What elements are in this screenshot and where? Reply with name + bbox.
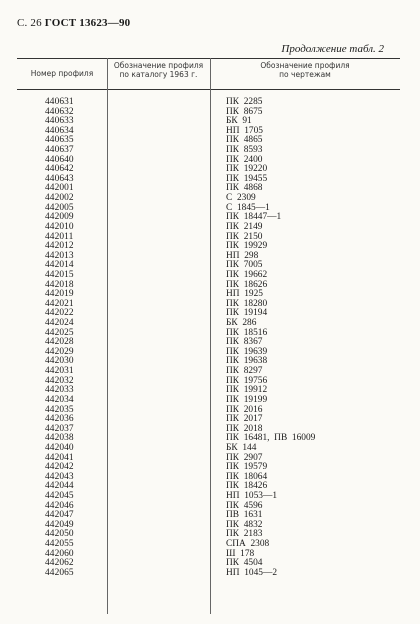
profile-number-cell: 442013 <box>45 250 74 261</box>
drawing-designation-cell: ПК 4504 <box>226 558 263 569</box>
profile-number-cell: 442049 <box>45 519 74 530</box>
column-header-drawing: Обозначение профиля по чертежам <box>260 61 350 79</box>
drawing-designation-cell: ПК 19638 <box>226 356 268 367</box>
profile-number-cell: 442002 <box>45 193 74 204</box>
drawing-designation-cell: ПК 19455 <box>226 173 268 184</box>
profile-number-cell: 442019 <box>45 289 74 300</box>
drawing-designation-cell: ПК 19756 <box>226 375 268 386</box>
table-top-rule <box>17 58 400 59</box>
drawing-designation-cell: ПК 4596 <box>226 500 263 511</box>
drawing-designation-cell: БК 91 <box>226 116 252 127</box>
drawing-designation-cell: Ш 178 <box>226 548 255 559</box>
profile-number-cell: 442037 <box>45 423 74 434</box>
drawing-designation-cell: С 2309 <box>226 193 256 204</box>
drawing-designation-cell: НП 1045—2 <box>226 567 278 578</box>
drawing-designation-cell: ПК 2285 <box>226 97 263 107</box>
drawing-designation-cell: БК 144 <box>226 442 257 453</box>
profile-number-cell: 442042 <box>45 462 74 473</box>
drawing-designation-cell: ПК 19639 <box>226 346 268 357</box>
profile-number-cell: 442024 <box>45 318 74 329</box>
standard-designation: ГОСТ 13623—90 <box>44 17 131 29</box>
profile-number-cell: 440643 <box>45 173 74 184</box>
profile-number-cell: 442021 <box>45 298 74 309</box>
profile-number-cell: 442036 <box>45 414 74 425</box>
profile-number-cell: 442045 <box>45 490 74 501</box>
profile-number-cell: 440637 <box>45 145 74 156</box>
drawing-designation-cell: ПК 19194 <box>226 308 268 319</box>
drawing-designation-cell: СПА 2308 <box>226 539 270 550</box>
drawing-designation-cell: ПК 19199 <box>226 394 268 405</box>
profile-number-cell: 440642 <box>45 164 74 175</box>
drawing-designation-cell: ПК 18280 <box>226 298 268 309</box>
drawing-designation-cell: ПК 19220 <box>226 164 268 175</box>
drawing-designation-cell: ПК 19929 <box>226 241 268 252</box>
drawing-designation-cell: ПК 2183 <box>226 529 263 540</box>
profile-number-cell: 442031 <box>45 366 74 377</box>
drawing-designation-cell: НП 1925 <box>226 289 263 300</box>
drawing-designation-cell: ПК 8593 <box>226 145 263 156</box>
drawing-designation-cell: ПВ 1631 <box>226 510 263 521</box>
drawing-designation-cell: ПК 4832 <box>226 519 263 530</box>
profile-number-cell: 440632 <box>45 106 74 117</box>
column-header-profile-number: Номер профиля <box>30 69 94 78</box>
profile-number-cell: 442043 <box>45 471 74 482</box>
profile-number-cell: 442010 <box>45 221 74 232</box>
drawing-designation-cell: ПК 18447—1 <box>226 212 282 223</box>
drawing-designation-cell: ПК 4868 <box>226 183 263 194</box>
profile-number-cell: 442034 <box>45 394 74 405</box>
profile-number-cell: 442040 <box>45 442 74 453</box>
drawing-designation-cell: С 1845—1 <box>226 202 270 213</box>
drawing-designation-cell: ПК 2149 <box>226 221 263 232</box>
profile-number-cell: 442009 <box>45 212 74 223</box>
drawing-designation-cell: ПК 2017 <box>226 414 263 425</box>
profile-number-cell: 440634 <box>45 125 74 136</box>
profile-number-cell: 442047 <box>45 510 74 521</box>
drawing-designation-cell: ПК 8367 <box>226 337 263 348</box>
profile-number-cell: 442046 <box>45 500 74 511</box>
drawing-designation-cell: ПК 18064 <box>226 471 268 482</box>
profile-number-cell: 442065 <box>45 567 74 578</box>
drawing-designation-cell: ПК 18426 <box>226 481 268 492</box>
profile-number-cell: 442055 <box>45 539 74 550</box>
profile-number-cell: 442015 <box>45 269 74 280</box>
drawing-designation-cell: ПК 18516 <box>226 327 268 338</box>
column-header-catalog: Обозначение профиля по каталогу 1963 г. <box>113 61 204 79</box>
drawing-designation-cell: ПК 19579 <box>226 462 268 473</box>
drawing-designation-cell: ПК 2150 <box>226 231 263 242</box>
drawing-designation-cell: ПК 4865 <box>226 135 263 146</box>
drawing-designation-cell: НП 298 <box>226 250 259 261</box>
profile-number-cell: 442014 <box>45 260 74 271</box>
drawing-designation-cell: ПК 19662 <box>226 269 268 280</box>
profile-number-cell: 442062 <box>45 558 74 569</box>
profile-number-cell: 442033 <box>45 385 74 396</box>
drawing-designation-cell: НП 1705 <box>226 125 263 136</box>
drawing-designation-cell: ПК 7005 <box>226 260 263 271</box>
profile-number-cell: 442029 <box>45 346 74 357</box>
profile-number-cell: 442060 <box>45 548 74 559</box>
drawing-designation-cell: ПК 8297 <box>226 366 263 377</box>
profile-number-cell: 440633 <box>45 116 74 127</box>
profile-number-cell: 440631 <box>45 97 74 107</box>
profile-number-cell: 442044 <box>45 481 74 492</box>
profile-number-cell: 442001 <box>45 183 74 194</box>
drawing-designation-cell: ПК 19912 <box>226 385 268 396</box>
profile-number-cell: 442022 <box>45 308 74 319</box>
drawing-designation-cell: ПК 2907 <box>226 452 263 463</box>
drawing-designation-cell: БК 286 <box>226 318 257 329</box>
table-continuation-label: Продолжение табл. 2 <box>281 43 384 55</box>
profile-number-cell: 442032 <box>45 375 74 386</box>
profile-number-cell: 442038 <box>45 433 74 444</box>
table-row <box>0 569 420 579</box>
drawing-designation-cell: ПК 2018 <box>226 423 263 434</box>
drawing-designation-cell: ПК 2400 <box>226 154 263 165</box>
page-header <box>17 17 130 29</box>
profile-number-cell: 442030 <box>45 356 74 367</box>
profile-number-cell: 442005 <box>45 202 74 213</box>
drawing-designation-cell: ПК 18626 <box>226 279 268 290</box>
profile-number-cell: 440640 <box>45 154 74 165</box>
profile-number-cell: 442050 <box>45 529 74 540</box>
profile-number-cell: 442012 <box>45 241 74 252</box>
drawing-designation-cell: НП 1053—1 <box>226 490 278 501</box>
profile-number-cell: 442025 <box>45 327 74 338</box>
profile-number-cell: 442011 <box>45 231 74 242</box>
drawing-designation-cell: ПК 8675 <box>226 106 263 117</box>
profile-number-cell: 442018 <box>45 279 74 290</box>
profile-number-cell: 442035 <box>45 404 74 415</box>
drawing-designation-cell: ПК 2016 <box>226 404 263 415</box>
profile-number-cell: 440635 <box>45 135 74 146</box>
drawing-designation-cell: ПК 16481, ПВ 16009 <box>226 433 316 444</box>
page-number: С. 26 <box>17 17 42 29</box>
header-bottom-rule <box>17 89 400 90</box>
profile-number-cell: 442041 <box>45 452 74 463</box>
table-body <box>0 98 420 578</box>
profile-number-cell: 442028 <box>45 337 74 348</box>
